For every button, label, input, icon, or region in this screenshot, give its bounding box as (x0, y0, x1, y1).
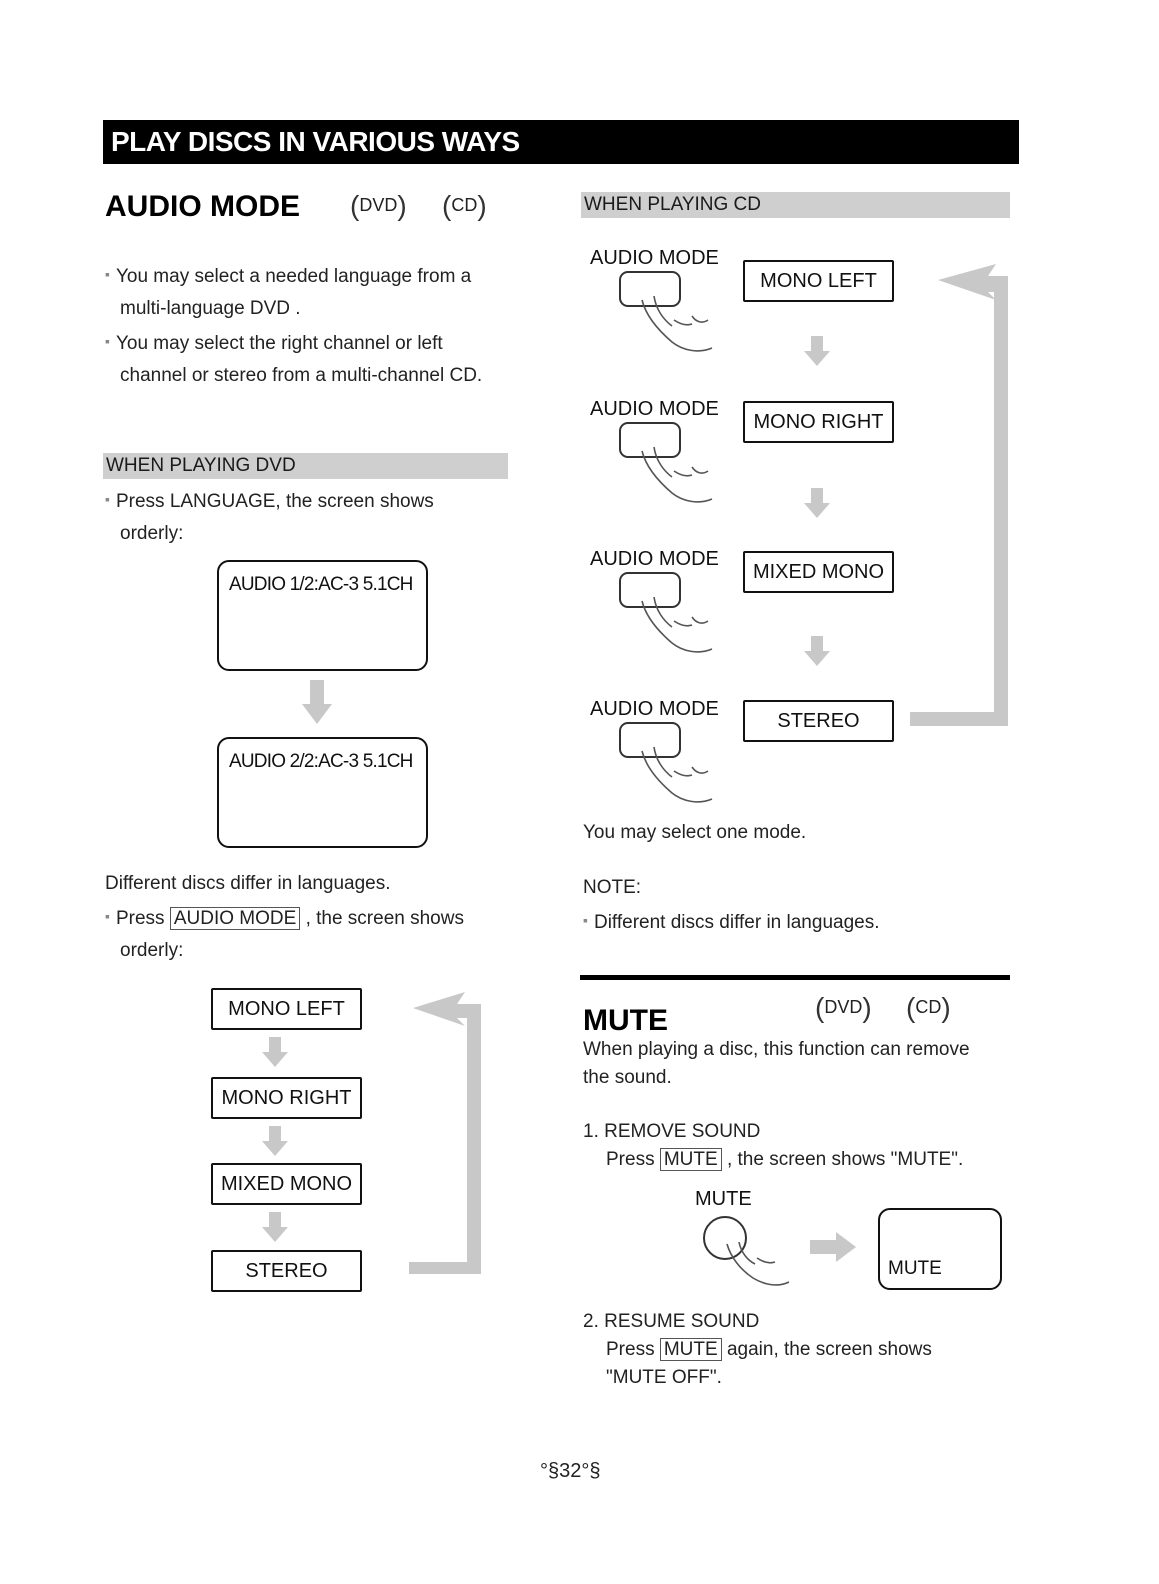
cd-mode-box-mono-left: MONO LEFT (743, 260, 894, 302)
right-arrow-icon (810, 1230, 858, 1264)
down-arrow-icon (260, 1037, 290, 1069)
note-label: NOTE: (583, 877, 642, 898)
down-arrow-icon (300, 680, 334, 726)
dvd-disc-label: DVD (824, 997, 863, 1017)
mute-title: MUTE (583, 1004, 668, 1037)
dvd-disc-badge: (DVD) (350, 190, 407, 221)
step-title: 1. REMOVE SOUND (583, 1121, 761, 1142)
mute-screen: MUTE (878, 1208, 1002, 1290)
cd-mode-box-mono-right: MONO RIGHT (743, 401, 894, 443)
audio-mode-button-ref: AUDIO MODE (170, 907, 300, 930)
cd-disc-badge: (CD) (442, 190, 487, 221)
cd-mode-box-mixed-mono: MIXED MONO (743, 551, 894, 593)
mute-step-1: 1. REMOVE SOUND Press MUTE , the screen shows "MUTE". (583, 1118, 1033, 1174)
audio-mode-button-label: AUDIO MODE (590, 698, 719, 720)
bullet-item: ▪ You may select a needed language from a (105, 266, 472, 287)
hand-press-button-icon[interactable] (612, 270, 722, 360)
cd-section-heading: WHEN PLAYING CD (581, 192, 1010, 218)
down-arrow-icon (802, 488, 832, 520)
mode-box-mono-right: MONO RIGHT (211, 1077, 362, 1119)
loop-back-arrow-icon (908, 262, 1012, 730)
section-banner: PLAY DISCS IN VARIOUS WAYS (103, 120, 1019, 164)
audio-mode-button-label: AUDIO MODE (590, 398, 719, 420)
mute-button-ref: MUTE (660, 1338, 722, 1361)
down-arrow-icon (260, 1212, 290, 1244)
hand-press-button-icon[interactable] (612, 421, 722, 511)
hand-press-button-icon[interactable] (612, 721, 722, 811)
mode-box-stereo: STEREO (211, 1250, 362, 1292)
audio-mode-title: AUDIO MODE (105, 190, 300, 223)
mute-description: When playing a disc, this function can remove the sound. (583, 1039, 970, 1088)
dvd-disc-label: DVD (359, 195, 398, 215)
cd-mode-box-stereo: STEREO (743, 700, 894, 742)
down-arrow-icon (802, 636, 832, 668)
audio-mode-bullets (105, 258, 535, 392)
dvd-screen-2: AUDIO 2/2:AC-3 5.1CH (217, 737, 428, 848)
bullet-item-cont: multi-language DVD . (120, 298, 301, 319)
cd-disc-label: CD (451, 195, 478, 215)
dvd-section-heading: WHEN PLAYING DVD (103, 453, 508, 479)
cd-disc-badge: (CD) (906, 992, 951, 1023)
down-arrow-icon (260, 1126, 290, 1158)
dvd-screen-1: AUDIO 1/2:AC-3 5.1CH (217, 560, 428, 671)
mute-button-ref: MUTE (660, 1148, 722, 1171)
section-divider (580, 975, 1010, 980)
audio-mode-button-label: AUDIO MODE (590, 247, 719, 269)
cd-disc-label: CD (915, 997, 942, 1017)
dvd-note: Different discs differ in languages. ▪ Press AUDIO MODE , the screen shows orderly: (105, 868, 545, 967)
mode-box-mixed-mono: MIXED MONO (211, 1163, 362, 1205)
audio-mode-button-label: AUDIO MODE (590, 548, 719, 570)
mode-box-mono-left: MONO LEFT (211, 988, 362, 1030)
loop-back-arrow-icon (405, 990, 485, 1280)
mute-button-label: MUTE (695, 1188, 752, 1210)
bullet-item-cont: channel or stereo from a multi-channel CD. (120, 365, 483, 386)
cd-footer-text: You may select one mode. (583, 822, 807, 843)
down-arrow-icon (802, 336, 832, 368)
hand-press-button-icon[interactable] (612, 571, 722, 661)
bullet-item: ▪ You may select the right channel or left (105, 333, 443, 354)
mute-step-2: 2. RESUME SOUND Press MUTE again, the screen shows "MUTE OFF". (583, 1308, 1033, 1392)
page-number: °§32°§ (540, 1460, 601, 1482)
note-text: Different discs differ in languages. (593, 912, 880, 933)
dvd-instruction: ▪ Press LANGUAGE, the screen shows orderly: (105, 491, 434, 544)
dvd-disc-badge: (DVD) (815, 992, 872, 1023)
hand-press-mute-icon[interactable] (695, 1214, 795, 1294)
step-title: 2. RESUME SOUND (583, 1311, 760, 1332)
cd-note: NOTE: ▪ Different discs differ in languages. (583, 872, 1023, 939)
dvd-note-text: Different discs differ in languages. (105, 873, 391, 894)
